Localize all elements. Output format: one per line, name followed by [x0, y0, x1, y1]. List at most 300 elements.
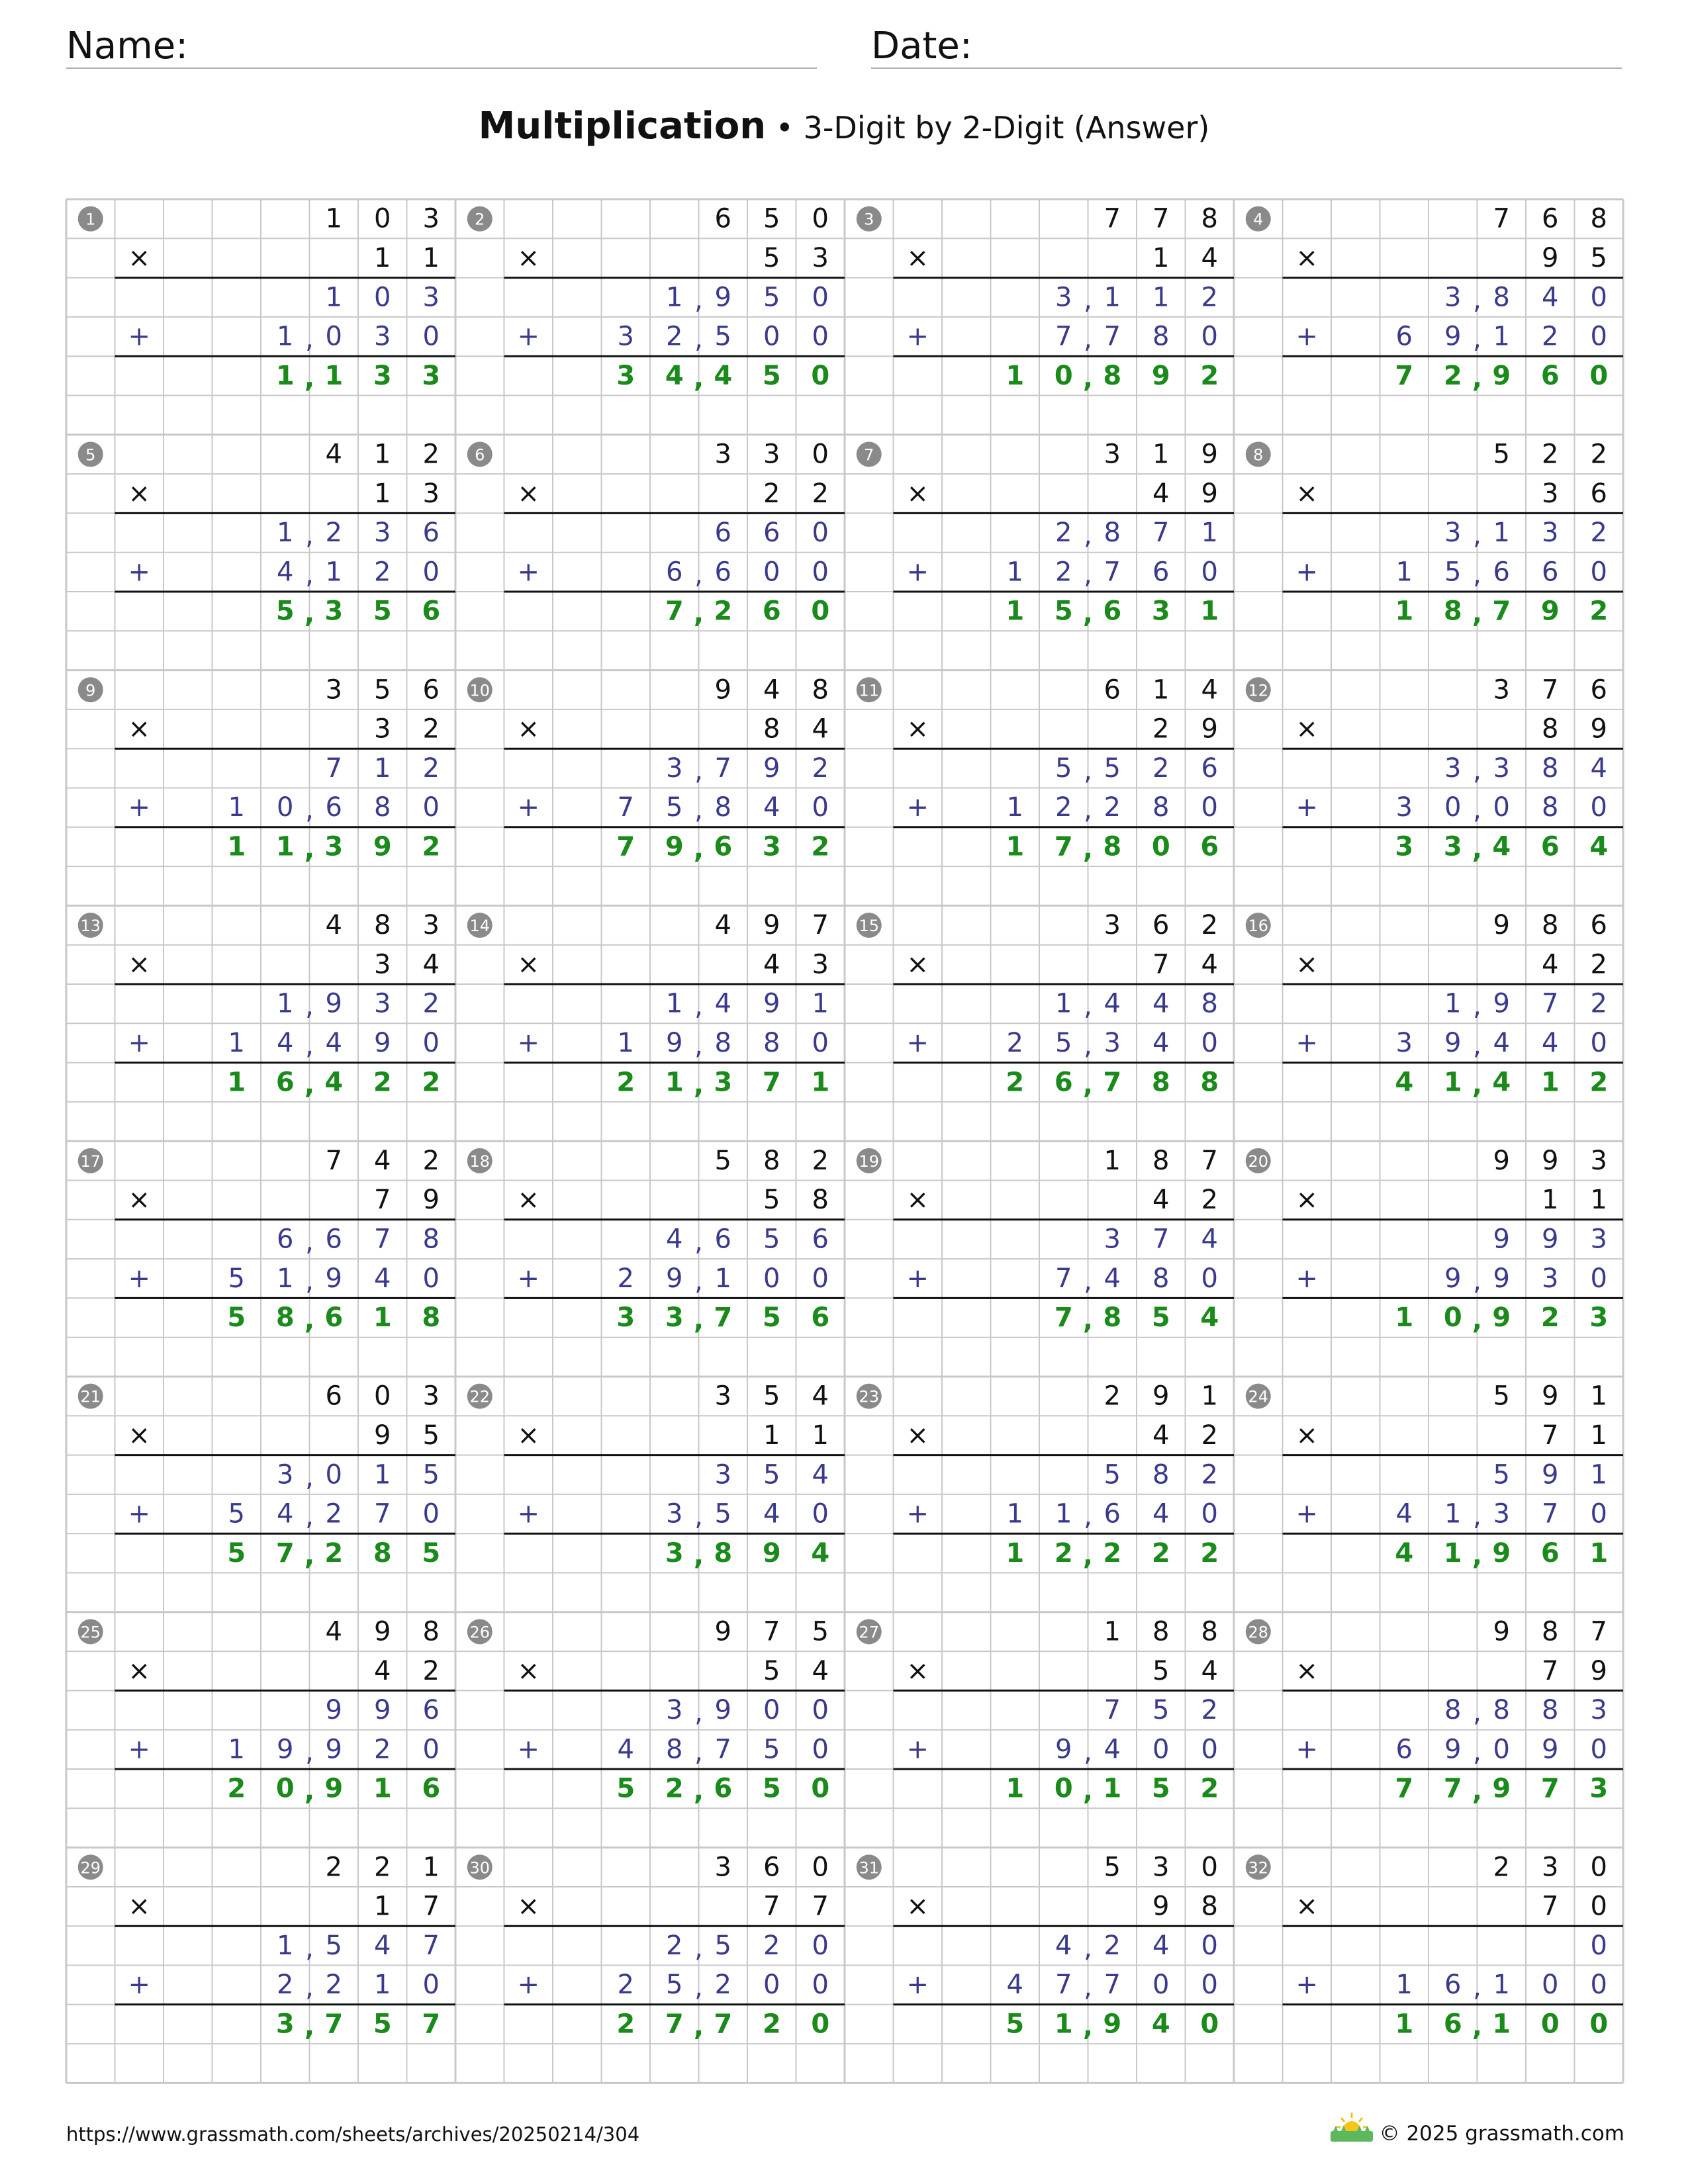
partial-product-2-digit: 1	[1493, 321, 1510, 352]
multiplicand-digit: 6	[1103, 674, 1121, 705]
partial-product-2-digit: 7	[1055, 1970, 1072, 2001]
answer-digit: 8	[422, 1302, 441, 1334]
answer-digit: 7	[324, 2009, 344, 2040]
partial-product-2-digit: 0	[812, 1263, 829, 1294]
multiplicand-digit: 2	[1103, 1381, 1121, 1412]
problem-12	[1246, 674, 1623, 864]
problem-number: 16	[1248, 917, 1269, 936]
partial-product-2-digit: 4	[1493, 1027, 1510, 1058]
partial-product-2-digit: 0	[422, 1027, 440, 1058]
partial-product-2-digit: 9	[325, 1734, 342, 1765]
answer-digit: 1	[811, 1067, 830, 1098]
answer-digit: 1	[1443, 1537, 1462, 1569]
partial-product-2-comma: ,	[1473, 1501, 1481, 1532]
multiplier-digit: 2	[422, 1655, 440, 1686]
partial-product-2-digit: 7	[1103, 321, 1121, 352]
answer-comma: ,	[693, 1776, 704, 1807]
answer-comma: ,	[1472, 1776, 1483, 1807]
multiplier-digit: 9	[374, 1420, 391, 1451]
grassmath-logo-icon	[1328, 2110, 1376, 2143]
times-sign: ×	[906, 478, 929, 509]
answer-digit: 7	[1443, 1773, 1462, 1804]
partial-product-1-digit: 4	[1152, 988, 1170, 1019]
partial-product-2-comma: ,	[1084, 559, 1092, 590]
partial-product-1-digit: 1	[374, 752, 391, 784]
partial-product-2-digit: 0	[1444, 792, 1462, 823]
problem-7	[857, 439, 1234, 629]
partial-product-2-digit: 0	[763, 321, 780, 352]
answer-digit: 1	[1540, 1067, 1560, 1098]
problem-23	[857, 1381, 1234, 1571]
answer-digit: 8	[373, 1537, 392, 1569]
partial-product-1-digit: 7	[325, 752, 342, 784]
multiplier-digit: 2	[1201, 1185, 1218, 1216]
partial-product-2-digit: 0	[422, 1263, 440, 1294]
partial-product-2-digit: 1	[228, 792, 245, 823]
multiplier-digit: 8	[1201, 1891, 1218, 1922]
multiplier-digit: 2	[1152, 713, 1170, 745]
multiplicand-digit: 1	[1201, 1381, 1218, 1412]
partial-product-2-digit: 0	[422, 321, 440, 352]
partial-product-2-digit: 6	[1542, 557, 1559, 588]
partial-product-2-digit: 4	[277, 557, 294, 588]
answer-digit: 3	[275, 2009, 295, 2040]
answer-digit: 6	[811, 1302, 830, 1334]
answer-digit: 5	[275, 596, 295, 627]
answer-digit: 2	[1103, 1537, 1122, 1569]
multiplier-digit: 7	[1542, 1420, 1559, 1451]
multiplicand-digit: 6	[1590, 910, 1607, 941]
multiplicand-digit: 9	[714, 1616, 731, 1647]
partial-product-1-digit: 7	[374, 1224, 391, 1255]
answer-digit: 5	[762, 1302, 781, 1334]
partial-product-2-digit: 0	[1201, 1734, 1218, 1765]
partial-product-1-digit: 9	[1542, 1459, 1559, 1490]
partial-product-2-comma: ,	[1473, 795, 1481, 826]
times-sign: ×	[128, 1420, 151, 1451]
title-subtitle: • 3-Digit by 2-Digit (Answer)	[766, 110, 1210, 146]
problem-2	[467, 204, 845, 394]
times-sign: ×	[517, 1655, 540, 1686]
partial-product-2-digit: 1	[1006, 557, 1023, 588]
partial-product-1-digit: 3	[1444, 282, 1462, 313]
answer-digit: 0	[811, 596, 830, 627]
multiplicand-digit: 7	[325, 1145, 342, 1176]
partial-product-1-digit: 0	[1590, 282, 1607, 313]
plus-sign: +	[1295, 792, 1319, 823]
answer-digit: 9	[1492, 1537, 1511, 1569]
answer-digit: 7	[1395, 360, 1414, 391]
multiplicand-digit: 9	[1201, 439, 1218, 470]
partial-product-2-digit: 5	[1055, 1027, 1072, 1058]
answer-digit: 0	[811, 2009, 830, 2040]
partial-product-1-digit: 1	[1201, 518, 1218, 549]
problem-number: 15	[859, 917, 880, 936]
multiplier-digit: 7	[812, 1891, 829, 1922]
partial-product-1-digit: 1	[277, 988, 294, 1019]
answer-digit: 3	[616, 1302, 635, 1334]
answer-digit: 1	[1006, 1773, 1025, 1804]
partial-product-2-digit: 8	[1152, 792, 1170, 823]
problem-19	[857, 1146, 1234, 1336]
multiplier-digit: 1	[812, 1420, 829, 1451]
answer-digit: 5	[762, 1773, 781, 1804]
partial-product-2-digit: 9	[1444, 321, 1462, 352]
answer-digit: 7	[1492, 596, 1511, 627]
partial-product-2-digit: 0	[1152, 1970, 1170, 2001]
plus-sign: +	[906, 792, 929, 823]
title-main: Multiplication	[478, 105, 767, 148]
answer-digit: 5	[422, 1537, 441, 1569]
multiplicand-digit: 5	[1103, 1852, 1121, 1883]
partial-product-2-digit: 0	[1590, 1498, 1607, 1529]
multiplicand-digit: 5	[714, 1145, 731, 1176]
answer-digit: 7	[762, 1067, 781, 1098]
partial-product-1-digit: 2	[1103, 1930, 1121, 1961]
multiplicand-digit: 1	[374, 439, 391, 470]
answer-digit: 2	[616, 1067, 635, 1098]
partial-product-2-digit: 2	[617, 1263, 634, 1294]
answer-digit: 2	[227, 1773, 246, 1804]
partial-product-2-digit: 1	[277, 321, 294, 352]
footer-url: https://www.grassmath.com/sheets/archives/20250214/304	[66, 2123, 640, 2146]
multiplier-digit: 1	[374, 242, 391, 273]
answer-digit: 3	[1589, 1302, 1609, 1334]
partial-product-1-digit: 9	[325, 1695, 342, 1726]
answer-digit: 2	[1540, 1302, 1560, 1334]
times-sign: ×	[517, 242, 540, 273]
plus-sign: +	[128, 557, 151, 588]
partial-product-2-digit: 9	[277, 1734, 294, 1765]
multiplicand-digit: 6	[325, 1381, 342, 1412]
problem-number: 26	[469, 1623, 491, 1642]
partial-product-1-comma: ,	[1084, 1933, 1092, 1964]
problem-number: 32	[1248, 1858, 1269, 1878]
problem-number: 1	[85, 210, 96, 229]
partial-product-1-comma: ,	[1473, 520, 1481, 551]
problem-number: 21	[80, 1387, 101, 1406]
answer-comma: ,	[1472, 598, 1483, 629]
partial-product-2-digit: 4	[277, 1498, 294, 1529]
answer-comma: ,	[1082, 2011, 1094, 2042]
problem-number: 23	[859, 1387, 880, 1406]
partial-product-2-digit: 2	[714, 1970, 731, 2001]
plus-sign: +	[906, 1970, 929, 2001]
problem-4	[1246, 204, 1623, 394]
multiplicand-digit: 7	[1590, 1616, 1607, 1647]
multiplier-digit: 2	[763, 478, 780, 509]
partial-product-1-comma: ,	[1084, 991, 1092, 1022]
partial-product-2-digit: 6	[714, 557, 731, 588]
partial-product-1-digit: 3	[1493, 752, 1510, 784]
partial-product-2-digit: 9	[1444, 1027, 1462, 1058]
plus-sign: +	[128, 1027, 151, 1058]
answer-digit: 6	[714, 831, 733, 862]
problem-number: 14	[469, 917, 491, 936]
partial-product-1-digit: 2	[422, 988, 440, 1019]
times-sign: ×	[128, 478, 151, 509]
partial-product-2-comma: ,	[1084, 1737, 1092, 1768]
answer-comma: ,	[1082, 598, 1094, 629]
answer-digit: 0	[1443, 1302, 1462, 1334]
partial-product-2-comma: ,	[1084, 324, 1092, 355]
partial-product-2-digit: 0	[812, 1498, 829, 1529]
partial-product-1-digit: 7	[1542, 988, 1559, 1019]
answer-comma: ,	[1082, 834, 1094, 865]
partial-product-2-digit: 6	[1493, 557, 1510, 588]
partial-product-1-digit: 5	[1493, 1459, 1510, 1490]
multiplier-digit: 4	[1542, 949, 1559, 980]
partial-product-2-digit: 0	[422, 557, 440, 588]
answer-comma: ,	[304, 598, 315, 629]
partial-product-2-digit: 0	[422, 792, 440, 823]
multiplicand-digit: 1	[1103, 1616, 1121, 1647]
times-sign: ×	[1295, 1185, 1319, 1216]
partial-product-1-digit: 9	[1493, 988, 1510, 1019]
answer-digit: 1	[275, 360, 295, 391]
partial-product-1-comma: ,	[694, 991, 703, 1022]
answer-digit: 1	[1443, 1067, 1462, 1098]
multiplicand-digit: 5	[1493, 1381, 1510, 1412]
problem-number: 8	[1253, 445, 1264, 465]
partial-product-2-digit: 0	[1201, 792, 1218, 823]
times-sign: ×	[517, 1891, 540, 1922]
partial-product-2-digit: 0	[812, 321, 829, 352]
footer-copyright: © 2025 grassmath.com	[1379, 2122, 1624, 2146]
multiplier-digit: 4	[1201, 242, 1218, 273]
times-sign: ×	[517, 1185, 540, 1216]
answer-digit: 2	[762, 2009, 781, 2040]
partial-product-1-digit: 4	[1103, 988, 1121, 1019]
answer-digit: 2	[1443, 360, 1462, 391]
answer-digit: 6	[1540, 1537, 1560, 1569]
multiplicand-digit: 1	[422, 1852, 440, 1883]
multiplier-digit: 4	[1152, 478, 1170, 509]
answer-digit: 7	[616, 831, 635, 862]
multiplicand-digit: 8	[1152, 1616, 1170, 1647]
times-sign: ×	[906, 949, 929, 980]
partial-product-1-digit: 5	[1103, 1459, 1121, 1490]
multiplicand-digit: 8	[763, 1145, 780, 1176]
multiplier-digit: 1	[1590, 1420, 1607, 1451]
multiplier-digit: 2	[1590, 949, 1607, 980]
multiplicand-digit: 2	[1493, 1852, 1510, 1883]
answer-digit: 6	[1540, 831, 1560, 862]
plus-sign: +	[517, 1263, 540, 1294]
multiplier-digit: 0	[1590, 1891, 1607, 1922]
multiplier-digit: 1	[422, 242, 440, 273]
answer-digit: 5	[227, 1537, 246, 1569]
multiplier-digit: 4	[1152, 1185, 1170, 1216]
multiplicand-digit: 3	[1590, 1145, 1607, 1176]
plus-sign: +	[128, 1263, 151, 1294]
partial-product-2-digit: 2	[1542, 321, 1559, 352]
problem-6	[467, 439, 845, 629]
times-sign: ×	[1295, 1655, 1319, 1686]
multiplier-digit: 1	[763, 1420, 780, 1451]
partial-product-1-digit: 7	[714, 752, 731, 784]
problem-10	[467, 674, 845, 864]
partial-product-2-digit: 2	[277, 1970, 294, 2001]
partial-product-2-digit: 6	[666, 557, 683, 588]
plus-sign: +	[1295, 1734, 1319, 1765]
answer-digit: 1	[665, 1067, 684, 1098]
partial-product-2-digit: 0	[325, 321, 342, 352]
plus-sign: +	[906, 1263, 929, 1294]
multiplier-digit: 7	[374, 1185, 391, 1216]
partial-product-2-digit: 0	[277, 792, 294, 823]
partial-product-1-digit: 0	[812, 282, 829, 313]
problem-9	[78, 674, 455, 864]
answer-digit: 1	[1006, 360, 1025, 391]
partial-product-1-comma: ,	[305, 1462, 314, 1493]
partial-product-2-comma: ,	[305, 1501, 314, 1532]
plus-sign: +	[517, 557, 540, 588]
partial-product-1-digit: 9	[714, 1695, 731, 1726]
multiplicand-digit: 2	[325, 1852, 342, 1883]
multiplicand-digit: 0	[812, 1852, 829, 1883]
partial-product-1-digit: 1	[325, 282, 342, 313]
multiplicand-digit: 1	[1152, 439, 1170, 470]
plus-sign: +	[128, 321, 151, 352]
answer-digit: 1	[1395, 1302, 1414, 1334]
answer-digit: 3	[1589, 1773, 1609, 1804]
multiplicand-digit: 3	[763, 439, 780, 470]
partial-product-1-digit: 0	[812, 518, 829, 549]
times-sign: ×	[906, 1891, 929, 1922]
answer-digit: 8	[1443, 596, 1462, 627]
problem-28	[1246, 1616, 1623, 1806]
plus-sign: +	[1295, 1263, 1319, 1294]
multiplicand-digit: 3	[1103, 910, 1121, 941]
partial-product-1-comma: ,	[694, 755, 703, 786]
answer-digit: 9	[1151, 360, 1170, 391]
partial-product-2-digit: 9	[1444, 1734, 1462, 1765]
partial-product-2-digit: 4	[1395, 1498, 1413, 1529]
multiplier-digit: 9	[1152, 1891, 1170, 1922]
partial-product-2-digit: 2	[1103, 792, 1121, 823]
answer-digit: 9	[1540, 596, 1560, 627]
multiplicand-digit: 9	[1542, 1145, 1559, 1176]
partial-product-1-digit: 2	[325, 518, 342, 549]
plus-sign: +	[906, 557, 929, 588]
partial-product-2-digit: 5	[763, 1734, 780, 1765]
problem-number: 27	[859, 1623, 880, 1642]
partial-product-1-digit: 8	[1201, 988, 1218, 1019]
partial-product-1-digit: 3	[1103, 1224, 1121, 1255]
answer-comma: ,	[693, 834, 704, 865]
answer-digit: 5	[1006, 2009, 1025, 2040]
partial-product-2-digit: 6	[1103, 1498, 1121, 1529]
problem-number: 30	[469, 1858, 491, 1878]
partial-product-1-comma: ,	[1473, 285, 1481, 316]
answer-digit: 7	[714, 2009, 733, 2040]
answer-digit: 6	[324, 1302, 344, 1334]
problem-31	[857, 1852, 1234, 2042]
partial-product-2-digit: 8	[1152, 1263, 1170, 1294]
multiplicand-digit: 6	[714, 203, 731, 234]
answer-comma: ,	[1082, 1776, 1094, 1807]
multiplier-digit: 4	[812, 1655, 829, 1686]
answer-digit: 2	[1200, 360, 1219, 391]
partial-product-1-digit: 1	[374, 1459, 391, 1490]
answer-digit: 4	[714, 360, 733, 391]
answer-digit: 9	[1492, 1302, 1511, 1334]
multiplier-digit: 8	[812, 1185, 829, 1216]
multiplicand-digit: 2	[422, 1145, 440, 1176]
multiplier-digit: 5	[422, 1420, 440, 1451]
plus-sign: +	[128, 1498, 151, 1529]
partial-product-2-digit: 0	[1590, 1970, 1607, 2001]
problem-number: 2	[475, 210, 485, 229]
problem-21	[78, 1381, 455, 1571]
partial-product-2-digit: 0	[812, 792, 829, 823]
answer-digit: 4	[1395, 1067, 1414, 1098]
partial-product-1-digit: 9	[763, 988, 780, 1019]
answer-digit: 0	[1589, 360, 1609, 391]
answer-digit: 7	[1054, 831, 1073, 862]
problem-number: 28	[1248, 1623, 1269, 1642]
partial-product-2-digit: 2	[1006, 1027, 1023, 1058]
multiplier-digit: 4	[812, 713, 829, 745]
partial-product-1-digit: 8	[1444, 1695, 1462, 1726]
partial-product-1-digit: 0	[1590, 1930, 1607, 1961]
multiplier-digit: 4	[374, 1655, 391, 1686]
partial-product-1-digit: 1	[1493, 518, 1510, 549]
partial-product-1-comma: ,	[305, 520, 314, 551]
problem-number: 18	[469, 1152, 491, 1171]
partial-product-1-digit: 0	[812, 1930, 829, 1961]
partial-product-1-digit: 0	[763, 1695, 780, 1726]
partial-product-2-digit: 8	[1152, 321, 1170, 352]
multiplicand-digit: 7	[812, 910, 829, 941]
partial-product-1-digit: 3	[1444, 752, 1462, 784]
times-sign: ×	[1295, 713, 1319, 745]
answer-digit: 1	[1006, 596, 1025, 627]
partial-product-2-digit: 0	[422, 1734, 440, 1765]
partial-product-2-digit: 2	[1055, 792, 1072, 823]
partial-product-2-digit: 7	[617, 792, 634, 823]
partial-product-2-comma: ,	[305, 1737, 314, 1768]
multiplier-digit: 4	[1201, 949, 1218, 980]
answer-digit: 4	[665, 360, 684, 391]
partial-product-1-digit: 6	[812, 1224, 829, 1255]
answer-digit: 7	[714, 1302, 733, 1334]
times-sign: ×	[128, 242, 151, 273]
answer-comma: ,	[304, 2011, 315, 2042]
answer-digit: 9	[1492, 360, 1511, 391]
multiplicand-digit: 5	[763, 203, 780, 234]
partial-product-2-digit: 1	[1006, 1498, 1023, 1529]
partial-product-1-digit: 6	[277, 1224, 294, 1255]
multiplicand-digit: 6	[422, 674, 440, 705]
partial-product-2-digit: 0	[1542, 1970, 1559, 2001]
partial-product-2-digit: 8	[714, 792, 731, 823]
multiplicand-digit: 9	[763, 910, 780, 941]
answer-digit: 5	[616, 1773, 635, 1804]
answer-digit: 4	[1492, 831, 1511, 862]
multiplicand-digit: 8	[1201, 1616, 1218, 1647]
multiplier-digit: 7	[1542, 1891, 1559, 1922]
answer-digit: 8	[1103, 1302, 1122, 1334]
partial-product-2-comma: ,	[305, 795, 314, 826]
times-sign: ×	[906, 242, 929, 273]
times-sign: ×	[128, 1655, 151, 1686]
partial-product-1-digit: 5	[763, 1224, 780, 1255]
problem-number: 13	[80, 917, 101, 936]
plus-sign: +	[517, 321, 540, 352]
answer-digit: 6	[422, 596, 441, 627]
